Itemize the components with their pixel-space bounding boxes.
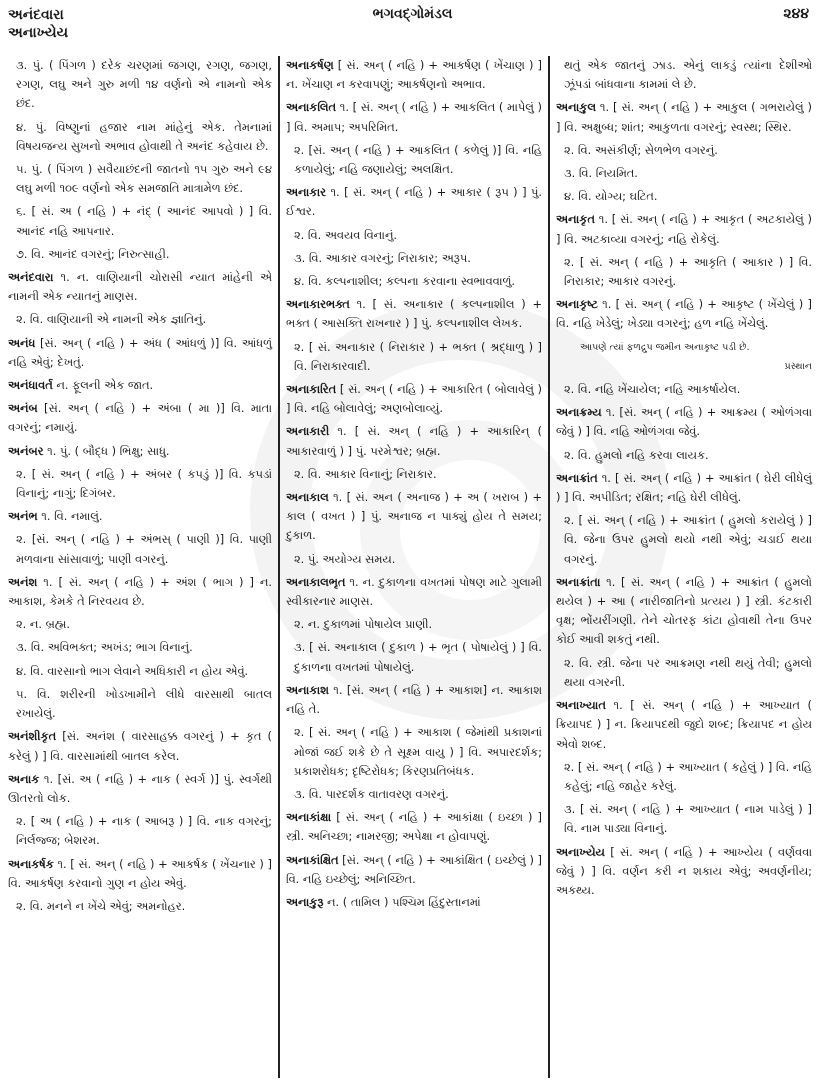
definition-text: ૩. વિ. આકાર વગરનું; નિરાકાર; અરૂપ. [294, 250, 471, 265]
dictionary-entry [556, 210, 812, 248]
definition-text: ૨. વિ. મનને ન ખેંચે એવું; અમનોહર. [16, 898, 186, 913]
entry-sense [8, 245, 272, 264]
entry-sense [8, 662, 272, 681]
dictionary-entry [556, 843, 812, 901]
definition-text: ૨. [ સં. અન્ ( નહિ ) + આક્રાંત ( હુમલો કરાયેલું ) ] વિ. જેના ઉપર હુમલો થયો નથી એવું; ચડાઈ થયા વગરનું. [564, 513, 812, 566]
definition-text: ૪. વિ. યોગ્ય; ઘટિત. [564, 189, 658, 204]
headword: અનંશ [8, 574, 38, 589]
entry-sense [556, 446, 812, 465]
definition-text: ૩. વિ. પારદર્શક વાતાવરણ વગરનું. [294, 786, 449, 801]
entry-sense [8, 812, 272, 850]
headword: અનાકલિત [286, 100, 337, 115]
dictionary-entry [8, 334, 272, 372]
definition-text: ૩. વિ. નિયમિત. [564, 166, 638, 181]
headword: અનાકુરૂ [286, 894, 324, 909]
dictionary-entry [286, 488, 542, 546]
headword: અનાકર્ષણ [286, 58, 334, 72]
entry-sense [556, 511, 812, 569]
entry-sense [556, 253, 812, 291]
definition-text: ૨. [ સં. અનાકાર ( નિરાકાર ) + ભક્ત ( શ્રદ્ધાળુ ) ] વિ. નિરાકારવાદી. [294, 339, 542, 373]
entry-sense [556, 164, 812, 183]
headword: અનંશીકૃત [8, 729, 57, 744]
definition-text: ૫. વિ. શરીરની ખોડખામીને લીધે વારસાથી બાતલ રખાયેલું. [16, 686, 272, 721]
entry-sense [8, 310, 272, 329]
definition-text: [સં. અન્ ( નહિ ) + અંબા ( મા )] વિ. માતા વગરનું; નમાયું. [8, 401, 272, 435]
definition-text: ૩. વિ. અવિભક્ત; અખંડ; ભાગ વિનાનું. [16, 640, 193, 655]
dictionary-entry [8, 855, 272, 893]
headword: અનાકાલભૃત [286, 574, 346, 589]
definition-text: [ સં. અન્ ( નહિ ) + આકારિત ( બોલાવેલું ) ] વિ. નહિ બોલાવેલું; અણબોલાવ્યું. [286, 382, 542, 416]
entry-sense [8, 118, 272, 156]
dictionary-entry [8, 727, 272, 765]
entry-sense [556, 338, 812, 376]
dictionary-entry [556, 573, 812, 650]
definition-text: ૨. વિ. હુમલો નહિ કરવા લાયક. [564, 447, 709, 462]
column-1 [8, 56, 278, 1078]
headword: અનંદવારા [8, 270, 54, 285]
dictionary-entry [286, 808, 542, 846]
entry-sense [556, 654, 812, 692]
headword: અનાકર્ષક [8, 856, 54, 871]
headword: અનંધાવર્ત [8, 378, 53, 393]
entry-sense [286, 615, 542, 634]
definition-text: ૨. [સં. અન્ ( નહિ ) + આકલિત ( કળેલું )] વિ. નહિ કળાયેલું; નહિ જણાયેલું; અલક્ષિત. [294, 142, 542, 177]
entry-sense [8, 202, 272, 240]
dictionary-entry [286, 573, 542, 611]
definition-text: ૧. [ સં. અન્ ( નહિ ) + આકારિન્ ( આકારવાળું ) ] પું. પરમેશ્વર; બ્રહ્મ. [286, 424, 542, 458]
definition-text: ૩. [ સં. અન્ ( નહિ ) + આખ્યાત ( નામ પાડેલું ) ] વિ. નામ પાડ્યા વિનાનું. [564, 802, 812, 836]
entry-sense [8, 465, 272, 503]
definition-text: [સં. અનંશ ( વારસાહક્ક વગરનું ) + કૃત ( કરેલું ) ] વિ. વારસામાંથી બાતલ કરેલ. [8, 729, 272, 763]
definition-text: ૧. [ સં. અન્ ( નહિ ) + આકૃત ( અટકાયેલું ) ] વિ. અટકાવ્યા વગરનું; નહિ રોકેલું. [556, 212, 812, 246]
definition-text: ૨. વિ. અવયવ વિનાનું. [294, 227, 398, 242]
headword: અનાકૃત [556, 212, 595, 227]
definition-text: ૧. [ સં. અન્ ( નહિ ) + અંશ ( ભાગ ) ] ન. આકાશ, કેમકે તે નિરવયવ છે. [8, 574, 272, 609]
dictionary-entry [286, 851, 542, 889]
entry-sense [8, 160, 272, 198]
entry-sense [8, 530, 272, 568]
entry-sense [286, 723, 542, 781]
entry-sense [8, 897, 272, 916]
entry-sense [286, 785, 542, 804]
entry-sense [286, 141, 542, 179]
definition-text: ૨. [ સં. અન્ ( નહિ ) + અંબર ( કપડું )] વિ. કપડાં વિનાનું; નાગું; દિગંબર. [16, 466, 272, 501]
dictionary-entry [8, 573, 272, 611]
dictionary-entry [8, 770, 272, 808]
dictionary-entry [556, 469, 812, 507]
definition-text: ૧. વિ. નમાલું. [37, 509, 103, 524]
dictionary-columns [8, 56, 818, 1078]
definition-text: ૧. [સં. અન્ ( નહિ ) + આકાશ] ન. આકાશ નહિ તે. [286, 682, 542, 717]
headword: અનાક્રાંત [556, 470, 598, 485]
definition-text: ૧. [ સં. અન્ ( નહિ ) + આક્રાંત ( હુમલો થયેલ ) + આ ( નારીજાતિનો પ્રત્યય ) ] સ્ત્રી. કંટકારી વૃક્ષ; ભોંયરીંગણી. તેને ચોતરફ કાંટા હોવાથી તેના ઉપર કોઈ આવી શકતું નથી. [556, 574, 812, 647]
dictionary-entry [286, 295, 542, 333]
definition-text: ન. ( તામિલ ) પશ્ચિમ હિંદુસ્તાનમાં [323, 894, 481, 909]
definition-text: ૧. ન. વાણિયાની ચોરાસી ન્યાત માંહેની એ નામની એક ન્યાતનું માણસ. [8, 270, 272, 304]
definition-text: ૧. [ સં. અન્ ( નહિ ) + આકલિત ( માપેલું ) ] વિ. અમાપ; અપરિમિત. [286, 100, 542, 134]
definition-text: ૨. ન. બ્રહ્મ. [16, 617, 70, 632]
definition-text: ૧. [ સં. અન્ ( નહિ ) + આખ્યાત ( ક્રિયાપદ ) ] ન. ક્રિયાપદથી જુદો શબ્દ; ક્રિયાપદ ન હોય એવો શબ્દ. [556, 698, 812, 751]
definition-text: ૪. વિ. કલ્પનાશીલ; કલ્પના કરવાના સ્વભાવવાળું. [294, 274, 516, 289]
definition-text: ૧. ન. દુકાળના વખતમાં પોષણ માટે ગુલામી સ્વીકારનાર માણસ. [286, 574, 542, 609]
dictionary-entry [8, 442, 272, 461]
entry-sense [8, 638, 272, 657]
definition-text: ૫. પું. ( પિંગળ ) સવૈયાછંદની જાતનો ૧૫ ગુરુ અને ૯૪ લઘુ મળી ૧૦૯ વર્ણનો એક સમજાતિ માત્રામેળ છંદ. [16, 162, 272, 196]
dictionary-entry [556, 98, 812, 136]
entry-sense [286, 638, 542, 676]
entry-sense [8, 615, 272, 634]
definition-text: [સં. અન્ ( નહિ ) + આકાંક્ષિત ( ઇચ્છેલું ) ] વિ. નહિ ઇચ્છેલું; અનિચ્છિત. [286, 852, 542, 886]
headword: અનંબ [8, 401, 38, 416]
definition-text: ૧. [ સં. અન્ ( નહિ ) + આક્રાંત ( ઘેરી લીધેલું ) ] વિ. અપીડિત; રક્ષિત; નહિ ઘેરી લીધેલું. [556, 470, 812, 505]
headword: અનંધ [8, 335, 36, 350]
entry-sense [556, 800, 812, 838]
headword: અનાકારી [286, 424, 330, 439]
entry-sense [556, 56, 812, 94]
page-header [0, 6, 825, 56]
definition-text: ૩. પું. ( પિંગળ ) દરેક ચરણમાં જગણ, રગણ, જગણ, રગણ, લઘુ અને ગુરુ મળી ૧૪ વર્ણનો એ નામનો એક છંદ. [16, 58, 272, 111]
definition-text: ૨. વિ. વાણિયાની એ નામની એક જ્ઞાતિનું. [16, 312, 207, 327]
guide-word-last: અનાખ્યેય [8, 25, 69, 41]
entry-sense [286, 338, 542, 376]
definition-text: ૨. [ સં. અન્ ( નહિ ) + આકૃતિ ( આકાર ) ] વિ. નિરાકાર; આકાર વગરનું. [564, 254, 812, 289]
definition-text: ૧. [ સં. અન્ ( નહિ ) + આકૃષ્ટ ( ખેંચેલું ) ] વિ. નહિ ખેડેલું; ખેડ્યા વગરનું; હળ નહિ ખેંચેલું. [556, 297, 812, 331]
entry-sense [556, 380, 812, 399]
headword: અનાક્રમ્ય [556, 405, 602, 420]
definition-text: ૨. વિ. સ્ત્રી. જેના પર આક્રમણ નથી થયું તેવી; હુમલો થયા વગરની. [564, 655, 812, 689]
dictionary-entry [286, 56, 542, 94]
headword: અનાકૃષ્ટ [556, 297, 598, 312]
definition-text: [ સં. અન્ ( નહિ ) + આકર્ષણ ( ખેંચાણ ) ] ન. ખેંચાણ ન કરવાપણું; આકર્ષણનો અભાવ. [286, 58, 542, 92]
entry-sense [286, 465, 542, 484]
dictionary-entry [556, 403, 812, 441]
entry-sense [8, 56, 272, 114]
definition-text: ૧. [ સં. અન્ ( નહિ ) + આકુલ ( ગભરાયેલું ) ] વિ. અક્ષુબ્ધ; શાંત; આકુળતા વગરનું; સ્વસ્થ; સ્થિર. [556, 100, 812, 134]
headword: અનાખ્યેય [556, 844, 605, 859]
definition-text: થતું એક જાતનું ઝાડ. એનું લાકડું ત્યાંના દેશીઓ ઝૂંપડાં બાંધવાના કામમાં લે છે. [564, 58, 812, 92]
column-3 [550, 56, 818, 1078]
dictionary-entry [8, 507, 272, 526]
definition-text: ૧. [ સં. અન્ ( નહિ ) + આકાર ( રૂપ ) ] પું. ઈશ્વર. [286, 185, 542, 219]
entry-sense [286, 272, 542, 291]
definition-text: ૨. વિ. આકાર વિનાનું; નિરાકાર. [294, 466, 437, 481]
definition-text: ૨. પું. અયોગ્ય સમય. [294, 551, 396, 566]
definition-text: ૨. વિ. નહિ ખેંચાયેલ; નહિ આકર્ષાયેલ. [564, 382, 741, 397]
entry-sense [286, 226, 542, 245]
headword: અનાકુલ [556, 100, 596, 115]
dictionary-entry [286, 893, 542, 912]
headword: અનાકાર [286, 185, 327, 200]
dictionary-entry [286, 422, 542, 460]
headword: અનાક્રાંતા [556, 574, 601, 589]
headword: અનાકાશ [286, 682, 329, 697]
definition-text: ૪. પું. વિષ્ણુનાં હજાર નામ માંહેનું એક. તેમનામાં વિષયજન્ય સુખનો અભાવ હોવાથી તે અનંદ કહેવાય છે. [16, 119, 272, 153]
headword: અનંબર [8, 443, 44, 458]
definition-text: ૨. [ સં. અન્ ( નહિ ) + આખ્યાત ( કહેલું ) ] વિ. નહિ કહેલું; નહિ જાહેર કરેલું. [564, 759, 812, 793]
dictionary-entry [556, 696, 812, 754]
definition-text: ૨. [ સં. અન્ ( નહિ ) + આકાશ ( જેમાંથી પ્રકાશનાં મોજાં જઈ શકે છે તે સૂક્ષ્મ વાયુ ) ] વિ. અપારદર્શક; પ્રકાશરોધક; દૃષ્ટિરોધક; કિરણપ્રતિબંધક. [294, 725, 542, 778]
definition-text: ૩. [ સં. અનાકાલ ( દુકાળ ) + ભૃત ( પોષાયેલું ) ] વિ. દુકાળના વખતમાં પોષાયેલું. [294, 640, 542, 674]
column-2 [278, 56, 550, 1078]
dictionary-entry [8, 399, 272, 437]
headword: અનાકાંક્ષા [286, 810, 332, 825]
dictionary-entry [286, 98, 542, 136]
definition-text: ૨. [ અ ( નહિ ) + નાક ( આબરૂ ) ] વિ. નાક વગરનું; નિર્લજ્જ; બેશરમ. [16, 814, 272, 848]
page-number: ૨૪૪ [783, 6, 809, 22]
definition-text: ન. ફૂલની એક જાત. [52, 378, 154, 393]
definition-text: ૧. [ સં. અન્ ( નહિ ) + આકર્ષક ( ખેંચનાર ) ] વિ. આકર્ષણ કરવાનો ગુણ ન હોય એવું. [8, 856, 272, 890]
dictionary-entry [286, 681, 542, 719]
definition-text: ૨. વિ. અસંકીર્ણ; સેળભેળ વગરનું. [564, 142, 718, 157]
entry-sense [286, 550, 542, 569]
dictionary-entry [556, 295, 812, 333]
entry-sense [556, 187, 812, 206]
definition-text: ૧. [સં. અન્ ( નહિ ) + આક્રમ્ય ( ઓળંગવા જેવું ) ] વિ. નહિ ઓળંગવા જેવું. [556, 405, 812, 439]
entry-sense [556, 141, 812, 160]
dictionary-entry [8, 268, 272, 306]
quote-source: પ્રસ્થાન [784, 360, 812, 372]
page-title: ભગવદ્ગોમંડલ [372, 6, 453, 22]
definition-text: ૨. [સં. અન્ ( નહિ ) + અંભસ્ ( પાણી )] વિ. પાણી મળવાના સાંસાવાળું; પાણી વગરનું. [16, 532, 272, 566]
definition-text: ૨. ન. દુકાળમાં પોષાયેલ પ્રાણી. [294, 617, 433, 632]
headword: અનાખ્યાત [556, 698, 606, 713]
entry-sense [8, 685, 272, 723]
entry-sense [556, 758, 812, 796]
headword: અનાકારિત [286, 382, 337, 397]
headword: અનાકારભક્ત [286, 297, 350, 312]
headword: અનાકાંક્ષિત [286, 852, 339, 867]
definition-text: ૧. [સં. અ ( નહિ ) + નાક ( સ્વર્ગ )] પું. સ્વર્ગથી ઊતરતો લોક. [8, 771, 272, 805]
definition-text: ૧. પું. ( બૌદ્ધ ) ભિક્ષુ; સાધુ. [43, 443, 170, 458]
definition-text: ૧. [ સં. અન ( અનાજ ) + અ ( ખરાબ ) + કાલ ( વખત ) ] પું. અનાજ ન પાક્યું હોય તે સમય; દુકાળ. [286, 490, 542, 543]
headword: અનંભ [8, 509, 38, 524]
definition-text: ૧. [ સં. અનાકાર ( કલ્પનાશીલ ) + ભક્ત ( આસક્તિ રાખનાર ) ] પું. કલ્પનાશીલ લેખક. [286, 297, 542, 331]
definition-text: ૪. વિ. વારસાનો ભાગ લેવાને અધિકારી ન હોય એવું. [16, 663, 249, 678]
headword: અનાકાલ [286, 490, 329, 505]
definition-text: ૬. [ સં. અ ( નહિ ) + નંદ્ ( આનંદ આપવો ) ] વિ. આનંદ નહિ આપનાર. [16, 204, 272, 238]
definition-text: [સં. અન્ ( નહિ ) + અંધ ( આંધળું )] વિ. આંધળું નહિ એવું; દેખતું. [8, 335, 272, 369]
headword: અનાક [8, 771, 40, 786]
definition-text: ૭. વિ. આનંદ વગરનું; નિરુત્સાહી. [16, 246, 170, 261]
usage-quote: આપણે ત્યાં ફળદ્રુપ જમીન અનાકૃષ્ટ પડી છે. [580, 341, 750, 353]
dictionary-entry [286, 183, 542, 221]
guide-word-first: અનંદવારા [8, 7, 64, 23]
dictionary-entry [8, 376, 272, 395]
entry-sense [286, 249, 542, 268]
definition-text: [ સં. અન્ ( નહિ ) + આખ્યેય ( વર્ણવવા જેવું ) ] વિ. વર્ણન કરી ન શકાય એવું; અવર્ણનીય; અકથ્ય. [556, 844, 812, 897]
dictionary-entry [286, 380, 542, 418]
definition-text: [ સં. અન્ ( નહિ ) + આકાંક્ષા ( ઇચ્છા ) ] સ્ત્રી. અનિચ્છા; નામરજી; અપેક્ષા ન હોવાપણું. [286, 810, 542, 844]
